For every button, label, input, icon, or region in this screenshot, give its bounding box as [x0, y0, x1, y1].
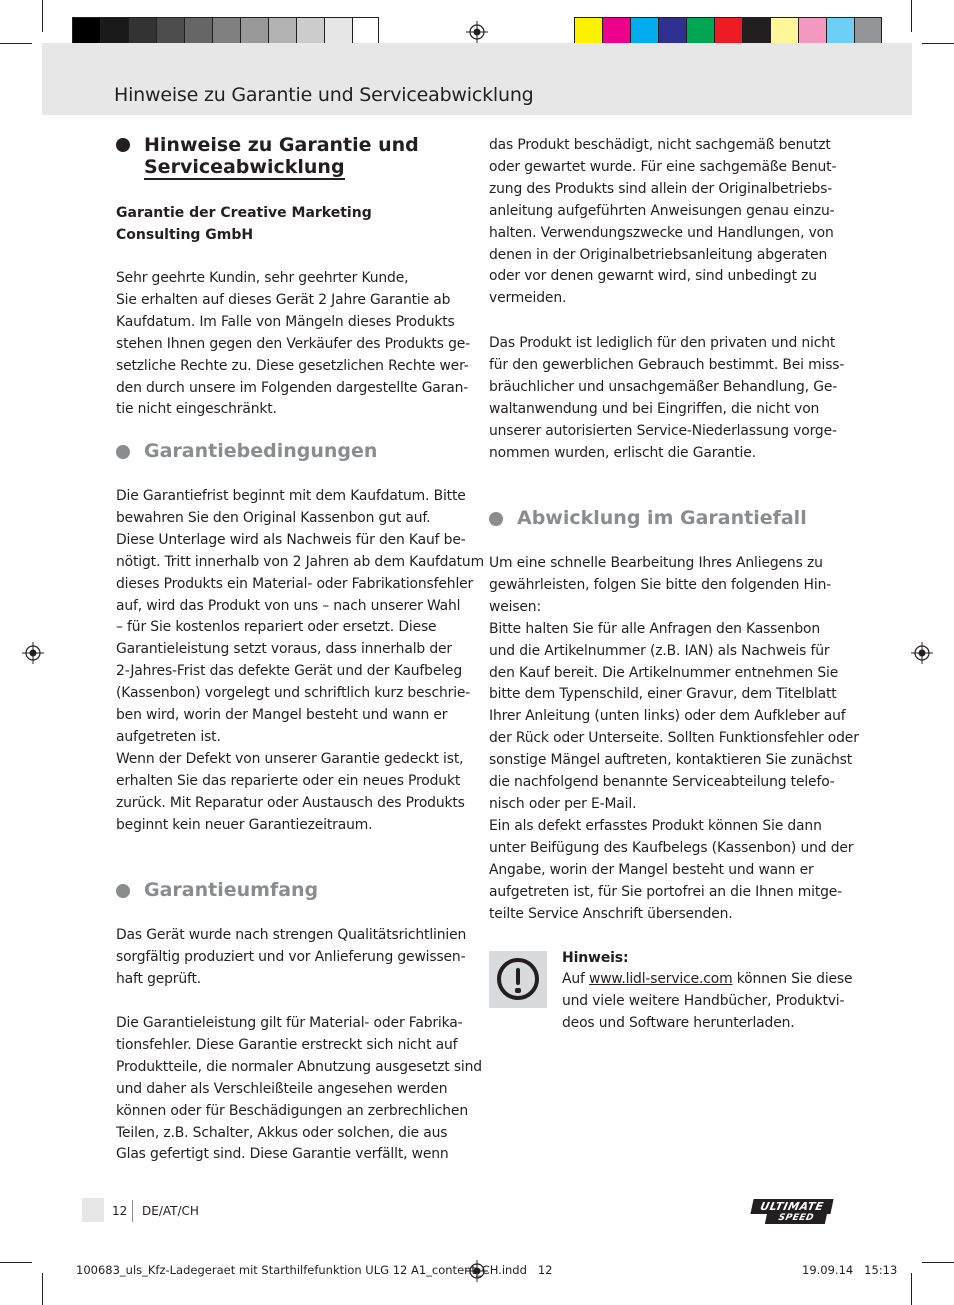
exclamation-dot [515, 988, 521, 993]
text-line: das Produkt beschädigt, nicht sachgemäß benutzt [489, 137, 831, 153]
text-line: der Rück oder Unterseite. Sollten Funktionsfehler oder [489, 730, 859, 747]
warranty-subtitle-line1: Garantie der Creative Marketing [116, 205, 372, 221]
text-line: den Kauf bereit. Die Artikelnummer entnehmen Sie [489, 664, 839, 681]
text-line: stehen Ihnen gegen den Verkäufer des Produkts ge- [116, 335, 470, 352]
text-line: 2-Jahres-Frist das defekte Gerät und der Kaufbeleg [116, 663, 462, 680]
text-line: Diese Unterlage wird als Nachweis für den Kauf be- [116, 531, 466, 548]
registration-mark-icon [466, 21, 488, 43]
crop-mark-top-left-v [42, 0, 43, 32]
text-line: Bitte halten Sie für alle Anfragen den Kassenbon [489, 620, 820, 637]
text-line: – für Sie kostenlos repariert oder ersetzt. Diese [116, 619, 437, 636]
text-line: bräuchlicher und unsachgemäßer Behandlung, Ge- [489, 378, 838, 395]
exclamation-icon [497, 958, 539, 1000]
text-line: sorgfältig produziert und vor Anlieferung gewissen- [116, 948, 466, 965]
text-line: Ihrer Anleitung (unten links) oder dem Aufkleber auf [489, 708, 846, 725]
text-line: ben wird, worin der Mangel besteht und wann er [116, 707, 448, 724]
text-line: Produktteile, die normaler Abnutzung ausgesetzt sind [116, 1058, 482, 1075]
text-line: waltanwendung und bei Eingriffen, die nicht von [489, 400, 820, 417]
claims-heading: Abwicklung im Garantiefall [517, 507, 807, 529]
text-line: weisen: [489, 598, 541, 615]
note-line-3: deos und Software herunterladen. [562, 1014, 795, 1031]
section-title-main [144, 134, 419, 180]
claims-paragraph [489, 553, 859, 925]
text-line: dieses Produkts ein Material- oder Fabrikationsfehler [116, 575, 474, 592]
text-line: nötigt. Tritt innerhalb von 2 Jahren ab dem Kaufdatum [116, 553, 484, 570]
text-line: tionsfehler. Diese Garantie erstreckt sich nicht auf [116, 1036, 458, 1053]
text-line: auf, wird das Produkt von uns – nach unserer Wahl [116, 597, 461, 614]
note-title: Hinweis: [562, 950, 629, 966]
text-line: Teilen, z.B. Schalter, Akkus oder solchen, die aus [116, 1124, 448, 1141]
exclamation-bar [516, 968, 520, 985]
text-line: anleitung aufgeführten Anweisungen genau einzu- [489, 202, 835, 219]
text-line: Sie erhalten auf dieses Gerät 2 Jahre Garantie ab [116, 291, 451, 308]
text-line: halten. Verwendungszwecke und Handlungen, von [489, 224, 834, 241]
scope-heading: Garantieumfang [144, 879, 319, 901]
text-line: aufgetreten ist, für Sie portofrei an die Ihnen mitge- [489, 883, 843, 900]
scope-paragraph-1 [116, 925, 466, 991]
crop-mark-bottom-left-h [0, 1262, 32, 1263]
slug-datetime: 19.09.14 15:13 [802, 1263, 898, 1277]
text-line: erhalten Sie das reparierte oder ein neues Produkt [116, 772, 461, 789]
text-line: Sehr geehrte Kundin, sehr geehrter Kunde, [116, 270, 409, 286]
section-bullet-icon [116, 138, 130, 152]
text-line: für den gewerblichen Gebrauch bestimmt. Bei miss- [489, 356, 845, 373]
footer-divider [132, 1200, 133, 1222]
lidl-service-link[interactable]: www.lidl-service.com [589, 971, 733, 987]
crop-mark-bottom-left-v [42, 1273, 43, 1305]
section-bullet-icon [116, 884, 130, 898]
text-line: oder gewartet wurde. Für eine sachgemäße Benut- [489, 158, 837, 175]
section-bullet-icon [116, 445, 130, 459]
section-title-line2: Serviceabwicklung [144, 156, 345, 178]
text-line: können oder für Beschädigungen an zerbrechlichen [116, 1102, 468, 1119]
note-line-1 [562, 969, 852, 991]
text-line: Um eine schnelle Bearbeitung Ihres Anliegens zu [489, 555, 823, 571]
text-line: zung des Produkts sind allein der Originalbetriebs- [489, 180, 833, 197]
text-line: und daher als Verschleißteile angesehen werden [116, 1080, 448, 1097]
section-title-line1: Hinweise zu Garantie und [144, 134, 419, 156]
text-line: gewährleisten, folgen Sie bitte den folgenden Hin- [489, 576, 832, 593]
ultimate-speed-logo [752, 1199, 836, 1225]
warning-icon-box [489, 951, 547, 1008]
text-line: und die Artikelnummer (z.B. IAN) als Nachweis für [489, 642, 830, 659]
text-line: tie nicht eingeschränkt. [116, 401, 277, 418]
text-line: denen in der Originalbetriebsanleitung abgeraten [489, 246, 828, 263]
crop-mark-bottom-right-h [922, 1262, 954, 1263]
page-title: Hinweise zu Garantie und Serviceabwicklung [114, 84, 534, 106]
crop-mark-top-right-h [922, 43, 954, 44]
crop-mark-bottom-right-v [911, 1273, 912, 1305]
text-line: oder vor denen gewarnt wird, sind unbedingt zu [489, 268, 817, 285]
text-line: teilte Service Anschrift übersenden. [489, 905, 733, 922]
slug-filename: 100683_uls_Kfz-Ladegeraet mit Starthilfefunktion ULG 12 A1_content_CH.indd 12 [76, 1263, 553, 1277]
text-line: (Kassenbon) vorgelegt und schriftlich kurz beschrie- [116, 685, 471, 702]
note-line-2: und viele weitere Handbücher, Produktvi- [562, 992, 845, 1009]
text-line: unserer autorisierten Service-Niederlassung vorge- [489, 422, 837, 439]
text-line: aufgetreten ist. [116, 728, 221, 745]
intro-paragraph [116, 268, 470, 421]
conditions-paragraph [116, 486, 484, 837]
note-prefix: Auf [562, 971, 590, 987]
text-line: Das Produkt ist lediglich für den privaten und nicht [489, 335, 836, 351]
text-line: beginnt kein neuer Garantiezeitraum. [116, 816, 373, 833]
text-line: Wenn der Defekt von unserer Garantie gedeckt ist, [116, 750, 464, 767]
text-line: unter Beifügung des Kaufbelegs (Kassenbon) und der [489, 839, 854, 856]
text-line: Garantieleistung setzt voraus, dass innerhalb der [116, 641, 452, 658]
text-line: bitte dem Typenschild, einer Gravur, dem Titelblatt [489, 686, 837, 703]
text-line: nisch oder per E-Mail. [489, 795, 637, 812]
text-line: die nachfolgend benannte Serviceabteilung telefo- [489, 774, 835, 791]
warranty-subtitle [116, 202, 372, 246]
text-line: Die Garantieleistung gilt für Material- oder Fabrika- [116, 1015, 463, 1031]
text-line: vermeiden. [489, 290, 567, 307]
crop-mark-top-right-v [911, 0, 912, 32]
text-line: Ein als defekt erfasstes Produkt können Sie dann [489, 817, 822, 834]
text-line: zurück. Mit Reparatur oder Austausch des Produkts [116, 794, 465, 811]
text-line: Angabe, worin der Mangel besteht und wann er [489, 861, 814, 878]
note-suffix: können Sie diese [732, 971, 853, 987]
text-line: Glas gefertigt sind. Diese Garantie verfällt, wenn [116, 1146, 449, 1163]
page-number: 12 [112, 1204, 128, 1218]
text-line: den durch unsere im Folgenden dargestellte Garan- [116, 379, 469, 396]
text-line: Das Gerät wurde nach strengen Qualitätsrichtlinien [116, 927, 467, 943]
registration-mark-icon [911, 642, 933, 664]
scope-paragraph-2 [116, 1013, 482, 1166]
logo-top-text: ULTIMATE [750, 1199, 833, 1214]
text-line: Kaufdatum. Im Falle von Mängeln dieses Produkts [116, 313, 455, 330]
crop-mark-top-left-h [0, 43, 32, 44]
private-use-paragraph [489, 333, 844, 464]
logo-bottom-text: SPEED [765, 1213, 827, 1224]
registration-mark-icon [22, 642, 44, 664]
conditions-heading: Garantiebedingungen [144, 440, 378, 462]
page-number-box [82, 1198, 104, 1222]
text-line: nommen wurden, erlischt die Garantie. [489, 444, 756, 461]
country-codes: DE/AT/CH [142, 1204, 199, 1218]
text-line: setzliche Rechte zu. Diese gesetzlichen Rechte wer- [116, 357, 469, 374]
text-line: sonstige Mängel auftreten, kontaktieren Sie zunächst [489, 752, 853, 769]
note-text [562, 947, 852, 1035]
text-line: haft geprüft. [116, 970, 202, 987]
section-bullet-icon [489, 512, 503, 526]
text-line: Die Garantiefrist beginnt mit dem Kaufdatum. Bitte [116, 488, 466, 504]
warranty-subtitle-line2: Consulting GmbH [116, 227, 254, 243]
text-line: bewahren Sie den Original Kassenbon gut auf. [116, 509, 431, 526]
scope-continuation-paragraph [489, 135, 836, 310]
